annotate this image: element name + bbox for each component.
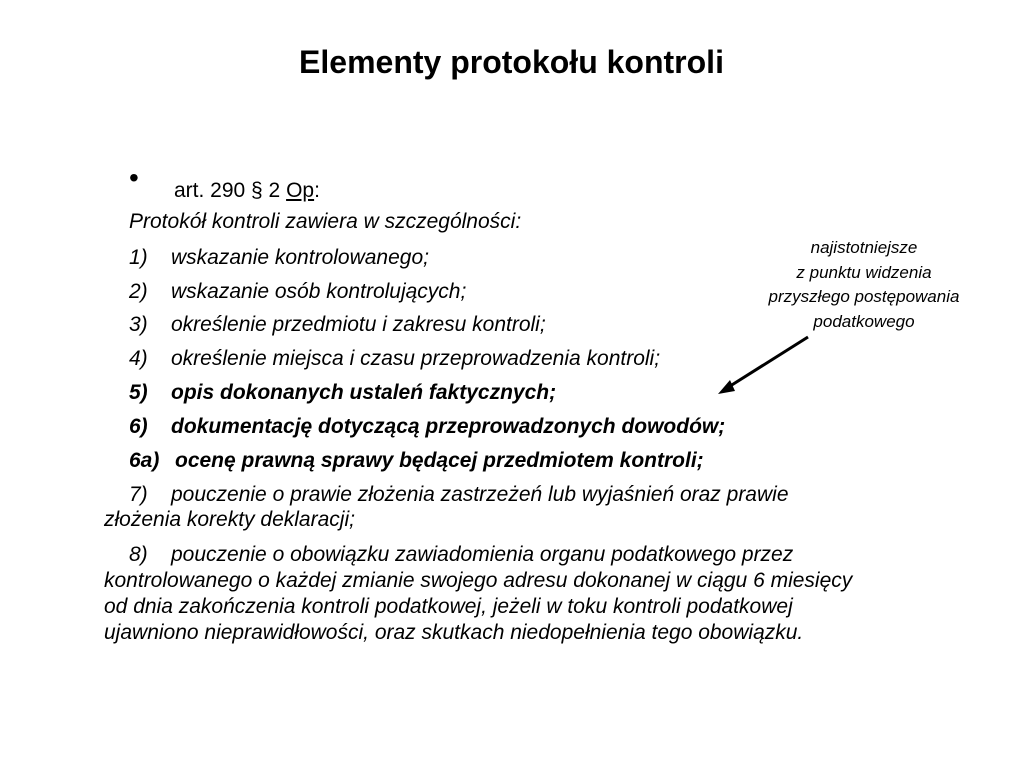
list-item-3: [129, 312, 546, 338]
item-number: 7): [129, 483, 148, 506]
annotation-line: przyszłego postępowania: [768, 287, 960, 306]
reference-suffix: :: [314, 179, 320, 202]
list-item-1: [129, 245, 429, 271]
bullet-icon: •: [129, 162, 139, 193]
item-text: określenie przedmiotu i zakresu kontroli;: [171, 313, 546, 336]
item-number: 6a): [129, 449, 160, 472]
item-number: 8): [129, 543, 148, 566]
item-number: 3): [129, 313, 148, 336]
item-number: 6): [129, 415, 148, 438]
intro-text: Protokół kontroli zawiera w szczególności:: [129, 210, 522, 233]
list-item-8-continuation-1: kontrolowanego o każdej zmianie swojego adresu dokonanej w ciągu 6 miesięcy: [104, 569, 853, 592]
list-item-5: [129, 380, 556, 406]
annotation-note: [740, 236, 988, 334]
op-link[interactable]: Op: [286, 179, 315, 202]
item-text: wskazanie osób kontrolujących;: [171, 280, 467, 303]
annotation-line: z punktu widzenia: [796, 262, 932, 282]
annotation-line: podatkowego: [813, 311, 915, 331]
list-item-8: [129, 542, 793, 568]
item-text: dokumentację dotyczącą przeprowadzonych dowodów;: [171, 415, 726, 438]
list-item-8-continuation-3: ujawniono nieprawidłowości, oraz skutkach niedopełnienia tego obowiązku.: [104, 621, 804, 644]
page-title: Elementy protokołu kontroli: [299, 44, 724, 80]
item-text: wskazanie kontrolowanego;: [171, 246, 429, 269]
reference-prefix: art. 290 § 2: [174, 179, 287, 202]
list-item-6: [129, 414, 725, 440]
item-number: 5): [129, 381, 148, 404]
list-item-2: [129, 279, 466, 305]
list-item-7: [129, 482, 789, 508]
legal-reference: [174, 178, 320, 204]
list-item-4: [129, 346, 660, 372]
annotation-line: najistotniejsze: [810, 238, 918, 257]
list-item-7-continuation: złożenia korekty deklaracji;: [104, 508, 355, 531]
item-text: ocenę prawną sprawy będącej przedmiotem kontroli;: [175, 449, 704, 472]
list-item-6a: [129, 448, 704, 474]
item-text: określenie miejsca i czasu przeprowadzenia kontroli;: [171, 347, 661, 370]
item-text-line: pouczenie o prawie złożenia zastrzeżeń lub wyjaśnień oraz prawie: [171, 483, 789, 506]
item-text-line: pouczenie o obowiązku zawiadomienia organu podatkowego przez: [171, 543, 794, 566]
item-text: opis dokonanych ustaleń faktycznych;: [171, 381, 557, 404]
item-number: 4): [129, 347, 148, 370]
item-number: 1): [129, 246, 148, 269]
item-number: 2): [129, 280, 148, 303]
list-item-8-continuation-2: od dnia zakończenia kontroli podatkowej, jeżeli w toku kontroli podatkowej: [104, 595, 793, 618]
